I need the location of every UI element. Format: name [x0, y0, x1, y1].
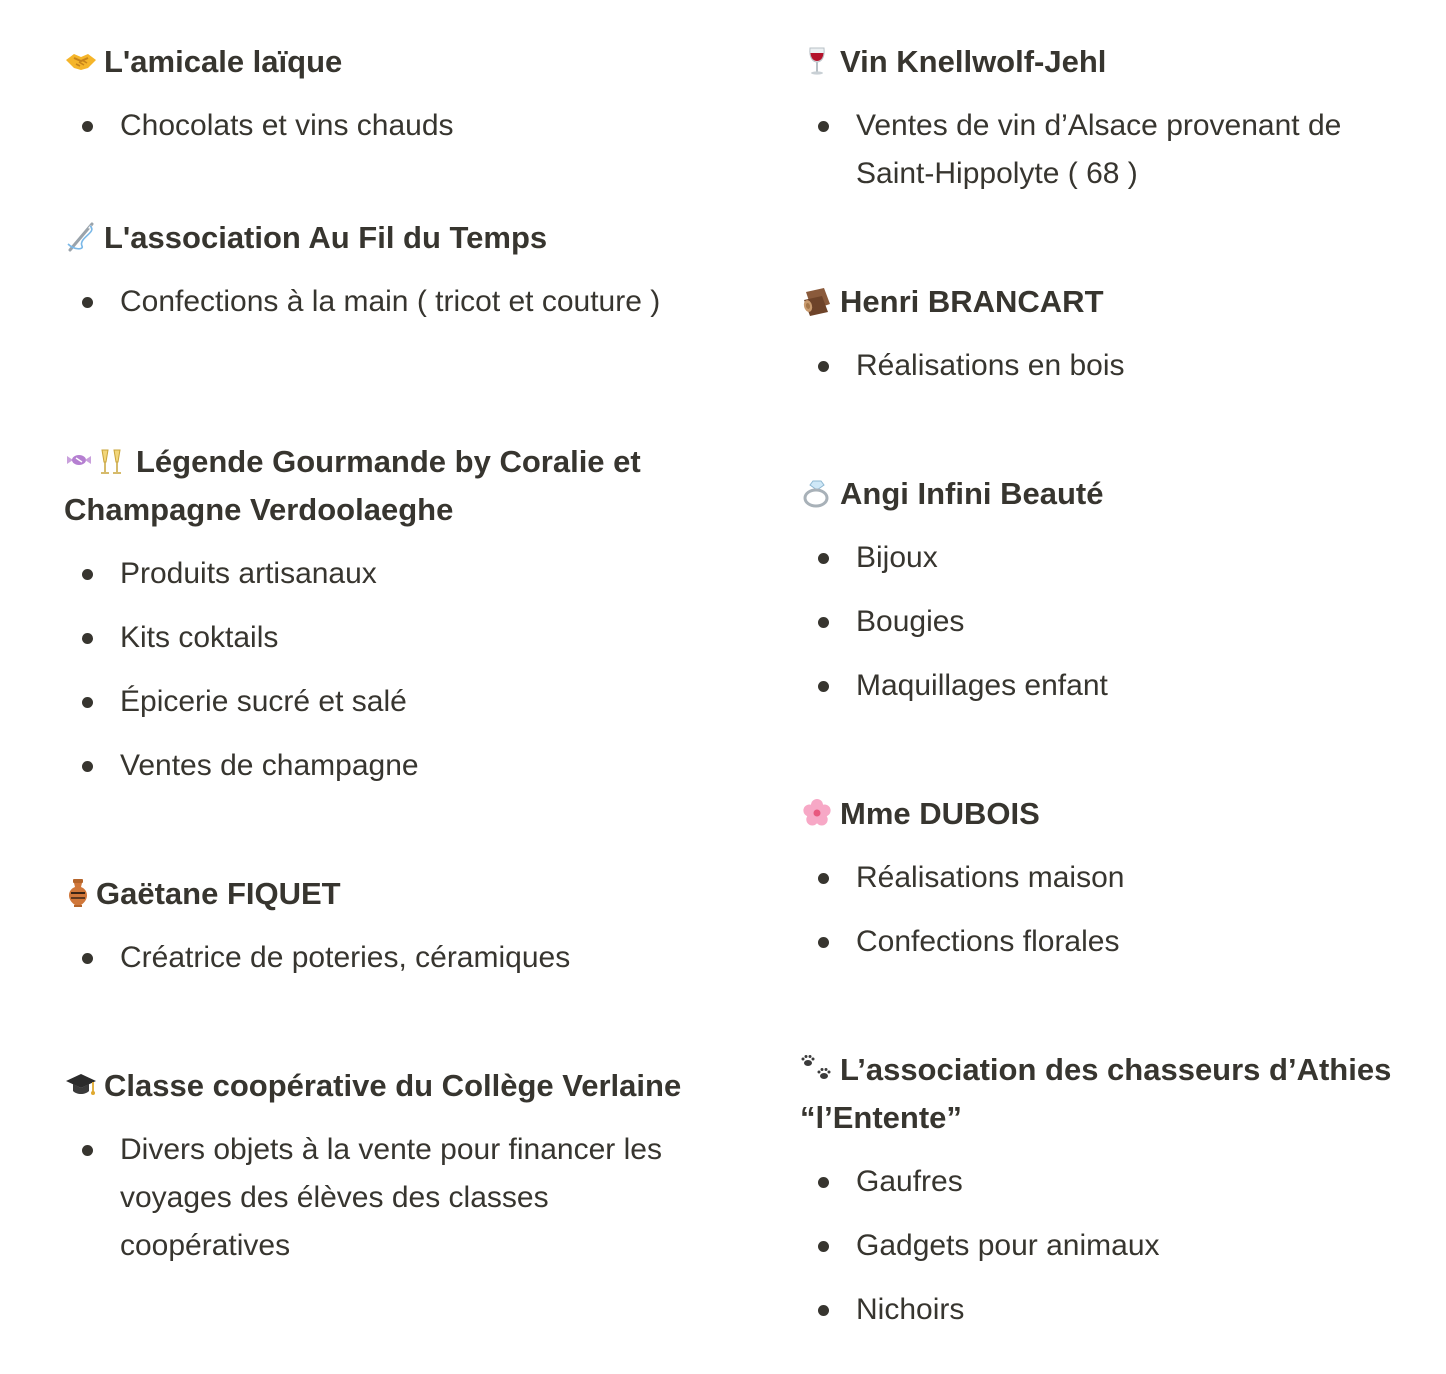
list-item: Gadgets pour animaux [800, 1222, 1400, 1270]
exhibitor-title [800, 278, 1400, 326]
product-list [800, 102, 1400, 198]
product-list [800, 534, 1400, 710]
list-item: Ventes de vin d’Alsace provenant de Saint-Hippolyte ( 68 ) [800, 102, 1400, 198]
graduation-cap-icon [64, 1070, 98, 1100]
candy-champagne-icon [64, 446, 130, 476]
sewing-needle-icon [64, 222, 98, 252]
exhibitor-title [64, 870, 704, 918]
exhibitor-name: L’association des chasseurs d’Athies “l’Entente” [800, 1052, 1392, 1135]
list-item: Créatrice de poteries, céramiques [64, 934, 704, 982]
list-item: Confections florales [800, 918, 1400, 966]
exhibitor-title [800, 1046, 1400, 1142]
product-list [64, 1126, 704, 1270]
exhibitor-block [800, 470, 1400, 726]
product-list [64, 102, 704, 150]
exhibitor-title [64, 1062, 704, 1110]
exhibitor-name: Vin Knellwolf-Jehl [840, 44, 1107, 79]
list-item: Épicerie sucré et salé [64, 678, 704, 726]
exhibitor-name: Mme DUBOIS [840, 796, 1040, 831]
amphora-icon [64, 878, 92, 908]
exhibitor-title [800, 470, 1400, 518]
list-item: Gaufres [800, 1158, 1400, 1206]
exhibitor-name: L'amicale laïque [104, 44, 343, 79]
exhibitor-name: Légende Gourmande by Coralie et Champagne Verdoolaeghe [64, 444, 641, 527]
list-item: Confections à la main ( tricot et couture ) [64, 278, 704, 326]
ring-icon [800, 478, 834, 508]
exhibitor-title [64, 214, 704, 262]
product-list [64, 550, 704, 790]
product-list [800, 854, 1400, 966]
paw-prints-icon [800, 1054, 834, 1084]
exhibitor-block [64, 214, 704, 342]
exhibitor-title [64, 38, 704, 86]
exhibitor-block [64, 870, 704, 998]
exhibitor-block [800, 790, 1400, 982]
cherry-blossom-icon [800, 798, 834, 828]
exhibitor-title [64, 438, 704, 534]
exhibitor-block [64, 38, 704, 166]
exhibitor-block [800, 1046, 1400, 1350]
wine-glass-icon [800, 46, 834, 76]
list-item: Produits artisanaux [64, 550, 704, 598]
list-item: Maquillages enfant [800, 662, 1400, 710]
list-item: Divers objets à la vente pour financer les voyages des élèves des classes coopératives [64, 1126, 704, 1270]
exhibitor-name: Classe coopérative du Collège Verlaine [104, 1068, 682, 1103]
exhibitor-block [64, 1062, 704, 1286]
exhibitor-title [800, 790, 1400, 838]
exhibitor-block [64, 438, 704, 806]
list-item: Bijoux [800, 534, 1400, 582]
exhibitor-title [800, 38, 1400, 86]
list-item: Réalisations en bois [800, 342, 1400, 390]
exhibitor-name: Gaëtane FIQUET [96, 876, 341, 911]
wood-log-icon [800, 286, 834, 316]
product-list [800, 342, 1400, 390]
list-item: Nichoirs [800, 1286, 1400, 1334]
list-item: Bougies [800, 598, 1400, 646]
handshake-icon [64, 46, 98, 76]
exhibitor-block [800, 278, 1400, 406]
product-list [64, 934, 704, 982]
list-item: Kits coktails [64, 614, 704, 662]
exhibitor-name: Henri BRANCART [840, 284, 1104, 319]
exhibitor-name: Angi Infini Beauté [840, 476, 1104, 511]
exhibitor-name: L'association Au Fil du Temps [104, 220, 548, 255]
list-item: Chocolats et vins chauds [64, 102, 704, 150]
list-item: Ventes de champagne [64, 742, 704, 790]
product-list [64, 278, 704, 326]
product-list [800, 1158, 1400, 1334]
list-item: Réalisations maison [800, 854, 1400, 902]
exhibitor-block [800, 38, 1400, 214]
